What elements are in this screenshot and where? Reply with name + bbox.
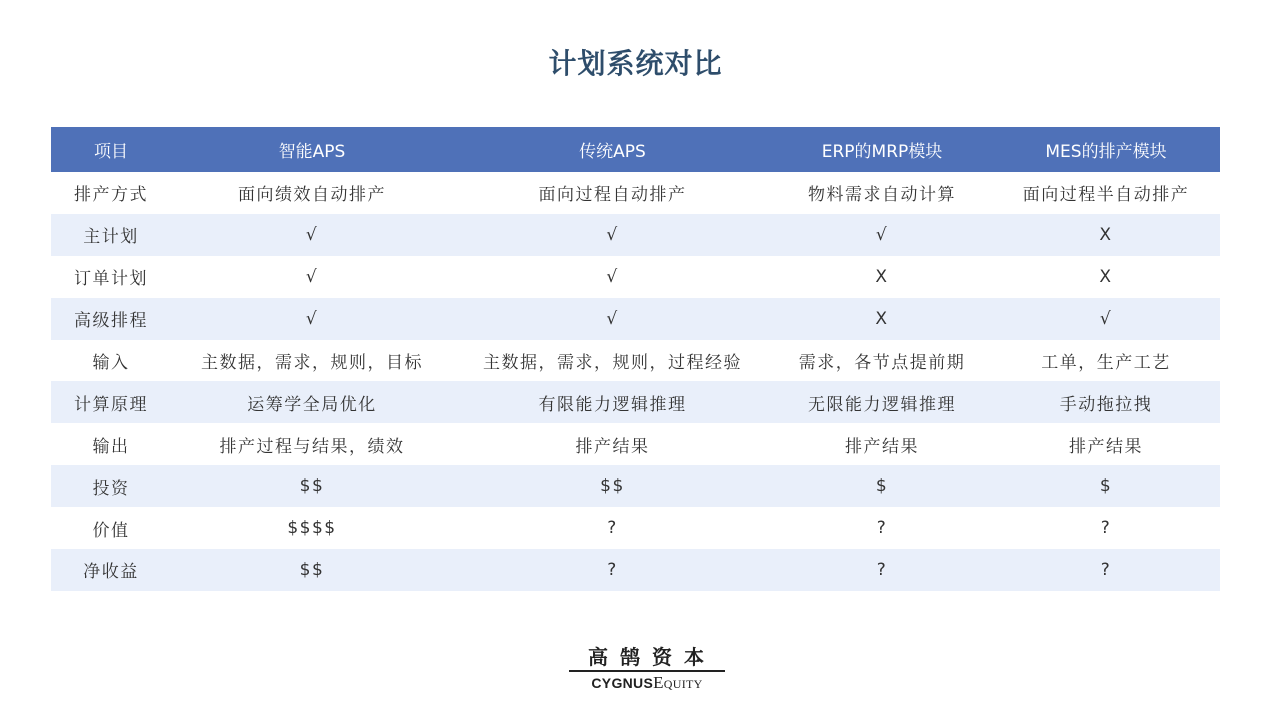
table-cell: $$$$ [287,518,337,539]
table-cell: 面向过程自动排产 [538,185,687,206]
table-cell: 订单计划 [74,269,148,290]
table-cell: $$ [453,465,772,507]
table-cell: √ [171,298,453,340]
table-cell: 价值 [92,520,130,541]
logo-english-name [567,675,727,692]
table-cell: $ [992,465,1220,507]
table-cell: 排产过程与结果，绩效 [219,436,405,457]
table-cell: X [875,266,889,287]
table-cell: 无限能力逻辑推理 [772,381,992,423]
table-row [51,256,1220,298]
table-cell: 排产结果 [575,436,650,457]
table-cell: √ [453,214,772,256]
table-row [51,549,1220,591]
table-cell: 净收益 [51,549,171,591]
table-cell: √ [453,298,772,340]
table-row [51,507,1220,549]
table-cell: 排产结果 [1069,436,1143,457]
table-cell: 面向过程半自动排产 [1022,185,1190,206]
table-cell: X [772,298,992,340]
table-cell: 主数据，需求，规则，目标 [201,353,423,373]
table-cell: √ [171,214,453,256]
table-cell: $ [772,465,992,507]
comparison-table [51,127,1220,591]
table-cell: √ [606,266,619,287]
table-cell: 有限能力逻辑推理 [453,381,772,423]
table-cell: 需求，各节点提前期 [798,353,966,373]
company-logo [567,646,727,692]
table-cell: 排产方式 [74,185,148,206]
table-cell: ? [453,549,772,591]
page-title: 计划系统对比 [548,47,723,80]
table-cell: X [992,214,1220,256]
table-cell: 排产结果 [845,436,919,457]
table-cell: $$ [171,465,453,507]
table-row [51,340,1220,382]
table-row [51,465,1220,507]
table-row [51,298,1220,340]
table-cell: 输出 [92,436,130,457]
table-cell: ? [1100,518,1112,539]
table-cell: $$ [171,549,453,591]
header-mes-scheduling: MES的排产模块 [992,127,1220,172]
header-item: 项目 [51,127,171,172]
table-row [51,423,1220,465]
table-cell: ? [876,518,888,539]
table-cell: 工单，生产工艺 [1041,353,1171,373]
table-cell: 手动拖拉拽 [992,381,1220,423]
table-cell: 计算原理 [51,381,171,423]
table-cell: √ [305,266,319,287]
table-cell: 投资 [51,465,171,507]
table-cell: ? [992,549,1220,591]
header-traditional-aps: 传统APS [453,127,772,172]
table-cell: 输入 [92,353,130,373]
logo-english-bold: CYGNUS [591,675,654,691]
table-cell: ? [772,549,992,591]
logo-divider [569,670,725,672]
table-cell: 主计划 [51,214,171,256]
table-cell: ? [607,518,618,539]
table-row [51,381,1220,423]
logo-english-regular: Equity [653,673,703,692]
table-cell: X [1099,266,1113,287]
table-cell: 面向绩效自动排产 [238,185,386,206]
header-smart-aps: 智能APS [171,127,453,172]
table-row [51,172,1220,214]
table-cell: √ [772,214,992,256]
table-header-row [51,127,1220,172]
table-row [51,214,1220,256]
table-cell: 主数据，需求，规则，过程经验 [483,353,742,373]
header-erp-mrp: ERP的MRP模块 [772,127,992,172]
logo-chinese-name: 高鹄资本 [588,645,716,669]
table-cell: 物料需求自动计算 [808,185,956,206]
table-cell: 高级排程 [51,298,171,340]
table-cell: √ [992,298,1220,340]
table-cell: 运筹学全局优化 [171,381,453,423]
